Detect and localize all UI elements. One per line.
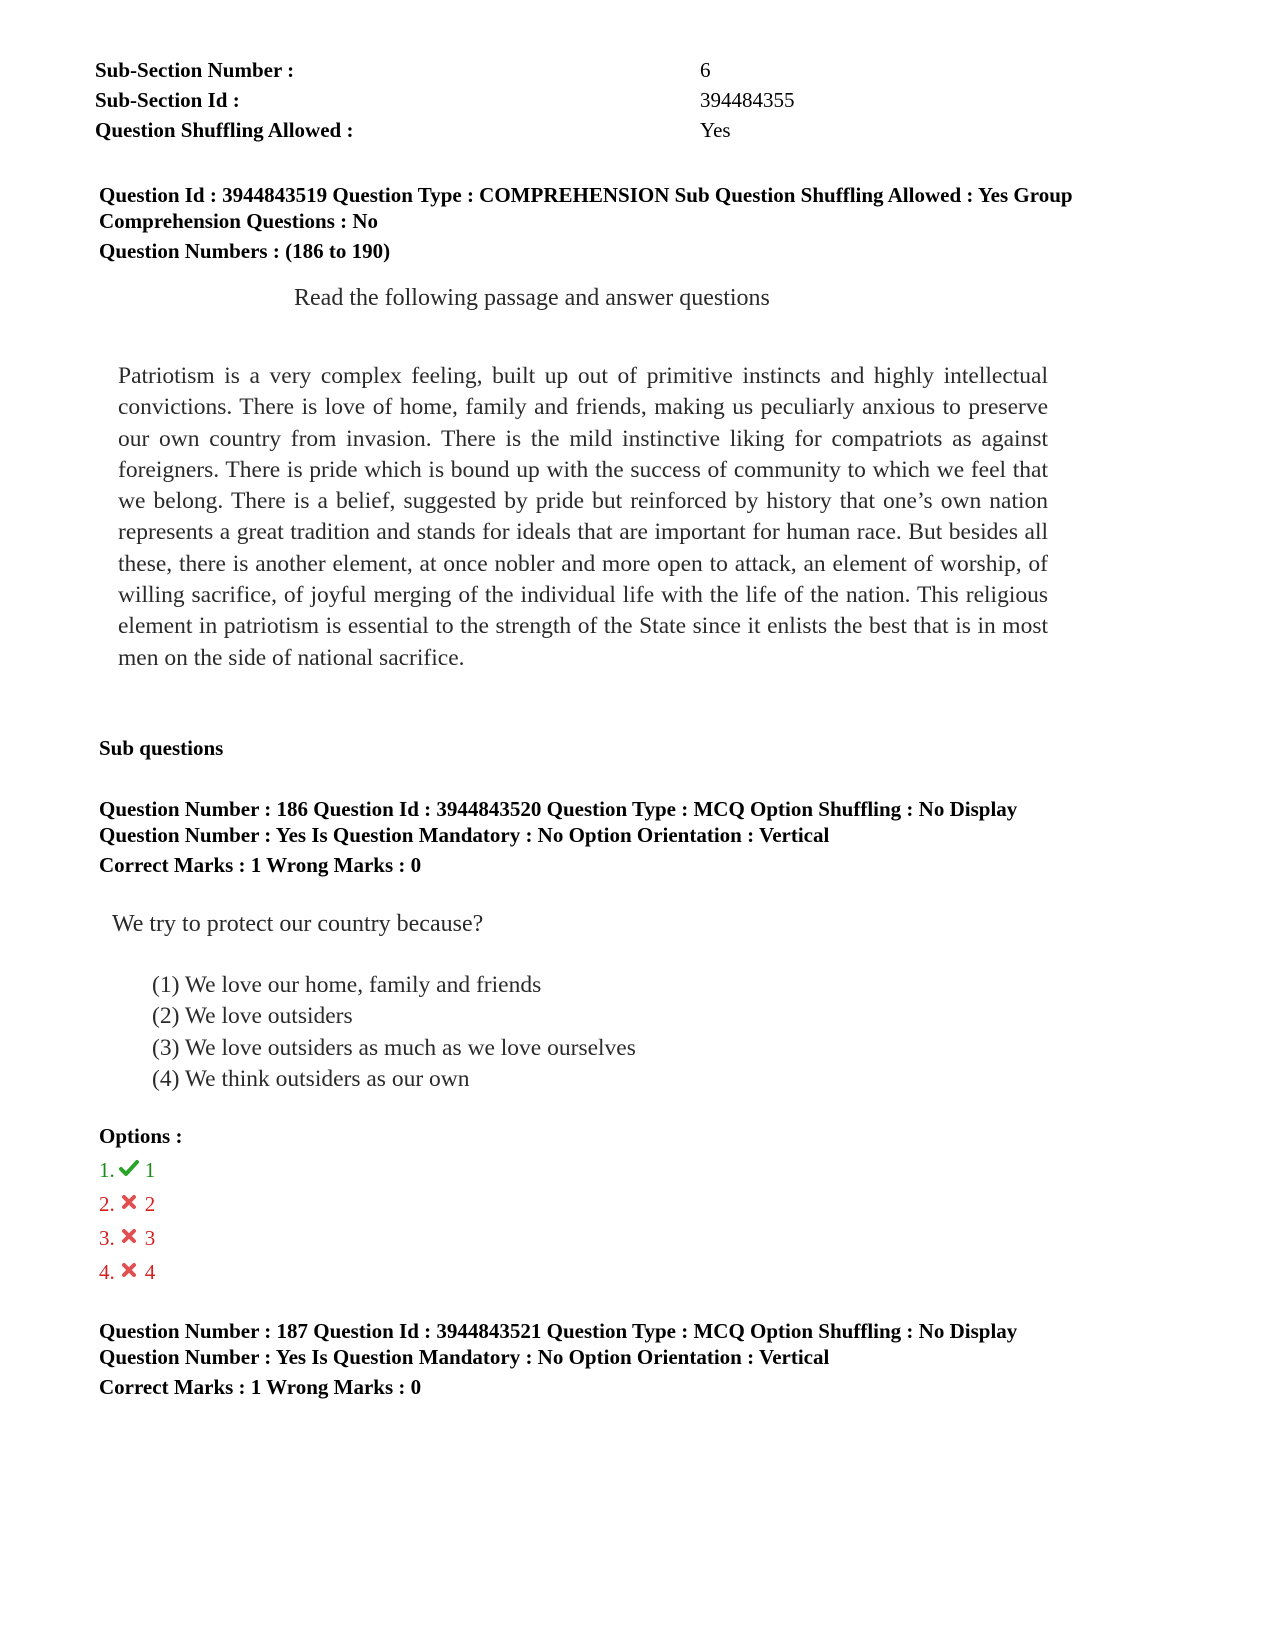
question-186-stem: We try to protect our country because? [112, 911, 484, 937]
question-187-marks: Correct Marks : 1 Wrong Marks : 0 [99, 1375, 422, 1399]
option-value: 3 [144, 1226, 156, 1250]
choice-item: (4) We think outsiders as our own [152, 1065, 470, 1092]
check-icon [119, 1158, 139, 1178]
option-1 [99, 1157, 155, 1183]
question-shuffling-label: Question Shuffling Allowed : [95, 118, 354, 142]
option-index: 4. [99, 1260, 115, 1284]
option-index: 3. [99, 1226, 115, 1250]
question-187-header [99, 1318, 1189, 1400]
question-186-header-line1: Question Number : 186 Question Id : 3944843520 Question Type : MCQ Option Shuffling : No Display [99, 797, 1018, 821]
options-label: Options : [99, 1124, 183, 1148]
sub-questions-label: Sub questions [99, 736, 224, 760]
option-index: 1. [99, 1158, 115, 1182]
question-187-header-line2: Question Number : Yes Is Question Mandatory : No Option Orientation : Vertical [99, 1345, 830, 1369]
comprehension-question-numbers: Question Numbers : (186 to 190) [99, 239, 391, 263]
option-3 [99, 1225, 155, 1251]
choice-item: (1) We love our home, family and friends [152, 972, 542, 998]
option-4 [99, 1259, 155, 1285]
question-186-choices [152, 970, 636, 1095]
option-value: 2 [144, 1192, 156, 1216]
option-value: 4 [144, 1260, 156, 1284]
option-index: 2. [99, 1192, 115, 1216]
cross-icon [119, 1226, 139, 1246]
subsection-number-label: Sub-Section Number : [95, 58, 295, 82]
question-187-header-line1: Question Number : 187 Question Id : 3944843521 Question Type : MCQ Option Shuffling : No Display [99, 1319, 1018, 1343]
subsection-id-value: 394484355 [700, 88, 795, 112]
question-186-header [99, 796, 1189, 878]
passage-text: Patriotism is a very complex feeling, built up out of primitive instincts and highly intellectual convictions. There is love of home, family and friends, making us peculiarly anxious to preserve our own country from invasion. There is the mild instinctive liking for compatriots as against foreigners. There is pride which is bound up with the success of community to which we feel that we belong. There is a belief, suggested by pride but reinforced by history that one’s own nation represents a great tradition and stands for ideals that are important for human race. But besides all these, there is another element, at once nobler and more open to attack, an element of worship, of willing sacrifice, of joyful merging of the individual life with the life of the nation. This religious element in patriotism is essential to the strength of the State since it enlists the best that is in most men on the side of national sacrifice. [118, 363, 1048, 671]
question-186-header-line2: Question Number : Yes Is Question Mandatory : No Option Orientation : Vertical [99, 823, 830, 847]
option-2 [99, 1191, 155, 1217]
subsection-id-label: Sub-Section Id : [95, 88, 240, 112]
cross-icon [119, 1260, 139, 1280]
choice-item: (3) We love outsiders as much as we love ourselves [152, 1034, 636, 1061]
subsection-number-value: 6 [700, 58, 711, 82]
question-186-marks: Correct Marks : 1 Wrong Marks : 0 [99, 853, 422, 877]
choice-item: (2) We love outsiders [152, 1003, 353, 1030]
passage-title: Read the following passage and answer questions [294, 285, 770, 311]
comprehension-header-line1: Question Id : 3944843519 Question Type : COMPREHENSION Sub Question Shuffling Allowed : Yes Group [99, 183, 1073, 207]
comprehension-header [99, 182, 1189, 264]
option-value: 1 [144, 1158, 156, 1182]
question-shuffling-value: Yes [700, 118, 731, 142]
cross-icon [119, 1192, 139, 1212]
comprehension-header-line2: Comprehension Questions : No [99, 209, 379, 233]
